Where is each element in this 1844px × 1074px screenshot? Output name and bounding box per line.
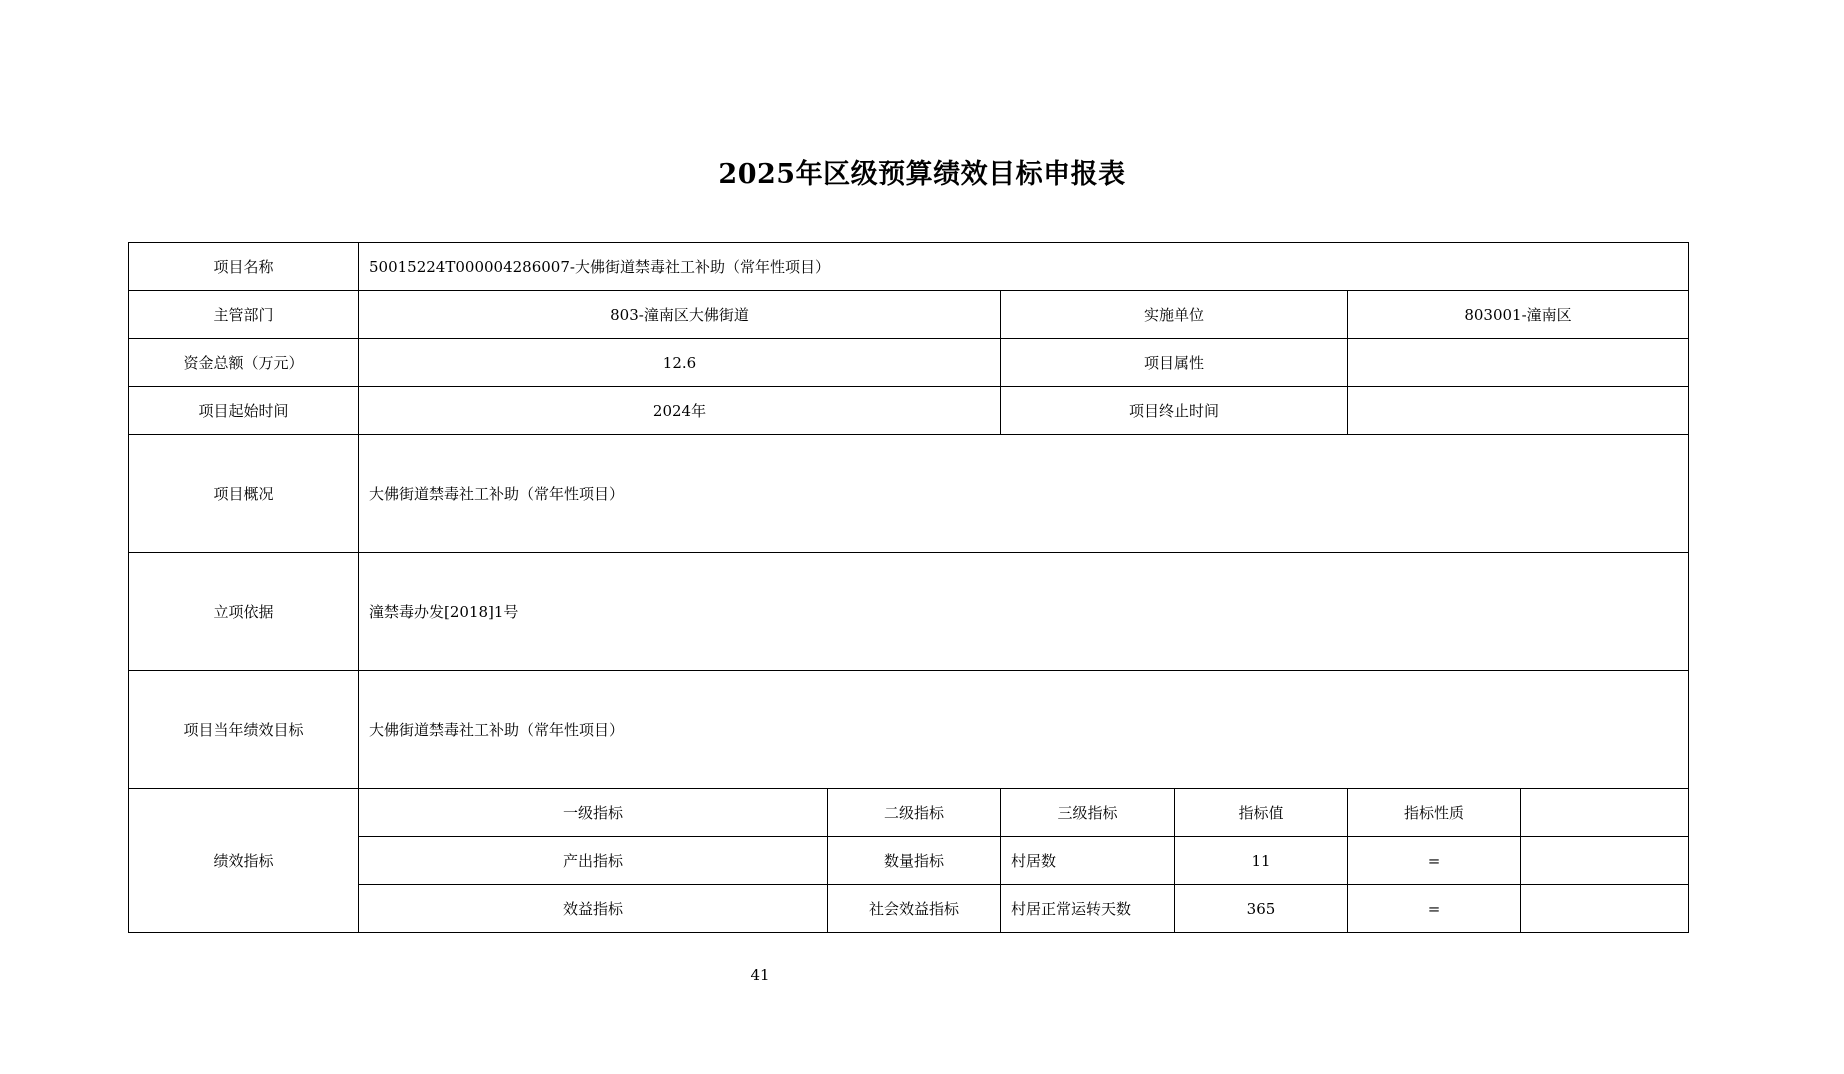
- row-annual-goal: [129, 671, 1689, 789]
- indicator-level2: 数量指标: [828, 837, 1001, 885]
- implementer-label: 实施单位: [1001, 291, 1348, 339]
- row-funds: [129, 339, 1689, 387]
- indicator-level3: 村居正常运转天数: [1001, 885, 1175, 933]
- row-department: [129, 291, 1689, 339]
- header-level3: 三级指标: [1001, 789, 1175, 837]
- indicator-extra: [1521, 885, 1689, 933]
- row-time: [129, 387, 1689, 435]
- overview-value: 大佛街道禁毒社工补助（常年性项目）: [359, 435, 1689, 553]
- project-name-value: 50015224T000004286007-大佛街道禁毒社工补助（常年性项目）: [359, 243, 1689, 291]
- department-value: 803-潼南区大佛街道: [359, 291, 1001, 339]
- implementer-value: 803001-潼南区: [1348, 291, 1689, 339]
- row-project-name: [129, 243, 1689, 291]
- total-funds-value: 12.6: [359, 339, 1001, 387]
- indicators-label: 绩效指标: [129, 789, 359, 933]
- row-basis: [129, 553, 1689, 671]
- department-label: 主管部门: [129, 291, 359, 339]
- header-extra: [1521, 789, 1689, 837]
- project-attribute-value: [1348, 339, 1689, 387]
- row-overview: [129, 435, 1689, 553]
- start-time-label: 项目起始时间: [129, 387, 359, 435]
- indicator-level3: 村居数: [1001, 837, 1175, 885]
- table-row: [129, 837, 1689, 885]
- indicator-level1: 效益指标: [359, 885, 828, 933]
- header-value: 指标值: [1175, 789, 1348, 837]
- header-nature: 指标性质: [1348, 789, 1521, 837]
- page-number: 41: [750, 966, 770, 984]
- row-indicator-header: [129, 789, 1689, 837]
- indicator-level2: 社会效益指标: [828, 885, 1001, 933]
- header-level2: 二级指标: [828, 789, 1001, 837]
- start-time-value: 2024年: [359, 387, 1001, 435]
- indicator-value: 365: [1175, 885, 1348, 933]
- project-attribute-label: 项目属性: [1001, 339, 1348, 387]
- indicator-nature: =: [1348, 837, 1521, 885]
- project-name-label: 项目名称: [129, 243, 359, 291]
- table-row: [129, 885, 1689, 933]
- annual-goal-value: 大佛街道禁毒社工补助（常年性项目）: [359, 671, 1689, 789]
- indicator-value: 11: [1175, 837, 1348, 885]
- performance-goal-form: [128, 242, 1689, 933]
- overview-label: 项目概况: [129, 435, 359, 553]
- basis-value: 潼禁毒办发[2018]1号: [359, 553, 1689, 671]
- annual-goal-label: 项目当年绩效目标: [129, 671, 359, 789]
- page-title: 2025年区级预算绩效目标申报表: [718, 159, 1126, 190]
- total-funds-label: 资金总额（万元）: [129, 339, 359, 387]
- indicator-level1: 产出指标: [359, 837, 828, 885]
- end-time-label: 项目终止时间: [1001, 387, 1348, 435]
- header-level1: 一级指标: [359, 789, 828, 837]
- end-time-value: [1348, 387, 1689, 435]
- basis-label: 立项依据: [129, 553, 359, 671]
- indicator-nature: =: [1348, 885, 1521, 933]
- indicator-extra: [1521, 837, 1689, 885]
